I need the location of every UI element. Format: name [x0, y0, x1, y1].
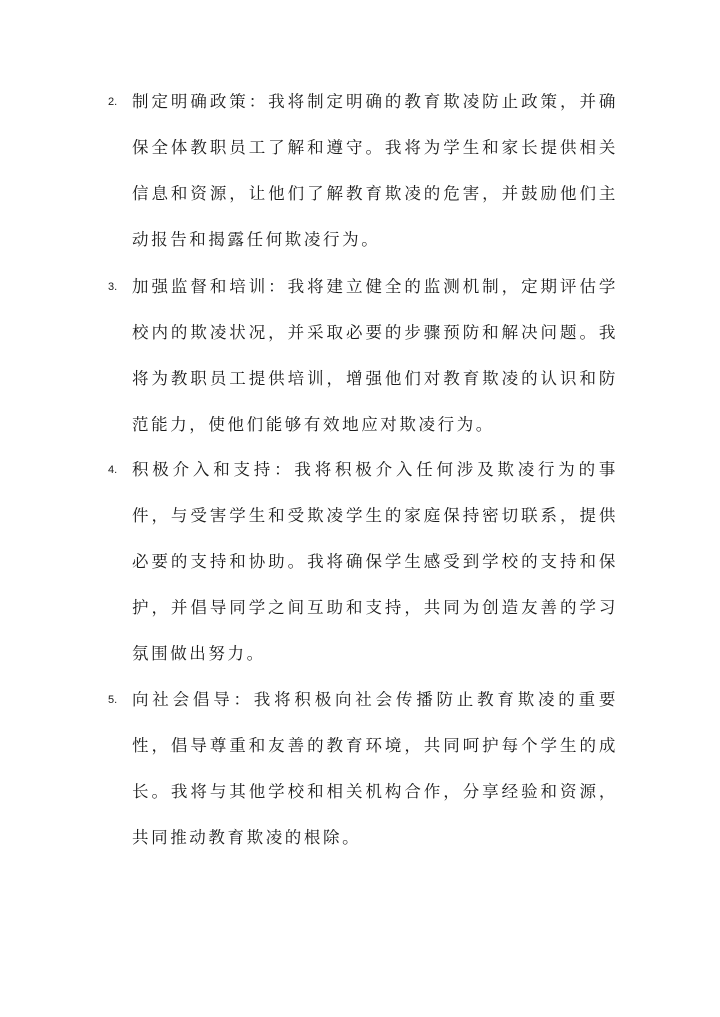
list-item-text: 积极介入和支持：我将积极介入任何涉及欺凌行为的事件，与受害学生和受欺凌学生的家庭保持密切联系，提供必要的支持和协助。我将确保学生感受到学校的支持和保护，并倡导同学之间互助和支持，共同为创造友善的学习氛围做出努力。	[132, 460, 618, 663]
list-item-number: 4.	[108, 464, 118, 476]
list-item-number: 5.	[108, 694, 118, 706]
list-item-number: 3.	[108, 281, 118, 293]
list-item-number: 2.	[108, 96, 118, 108]
list-item-text: 制定明确政策：我将制定明确的教育欺凌防止政策，并确保全体教职员工了解和遵守。我将为学生和家长提供相关信息和资源，让他们了解教育欺凌的危害，并鼓励他们主动报告和揭露任何欺凌行为。	[132, 92, 618, 249]
list-item-text: 向社会倡导：我将积极向社会传播防止教育欺凌的重要性，倡导尊重和友善的教育环境，共同呵护每个学生的成长。我将与其他学校和相关机构合作，分享经验和资源，共同推动教育欺凌的根除。	[132, 690, 618, 847]
list-item-text: 加强监督和培训：我将建立健全的监测机制，定期评估学校内的欺凌状况，并采取必要的步骤预防和解决问题。我将为教职员工提供培训，增强他们对教育欺凌的认识和防范能力，使他们能够有效地应对欺凌行为。	[132, 277, 618, 434]
